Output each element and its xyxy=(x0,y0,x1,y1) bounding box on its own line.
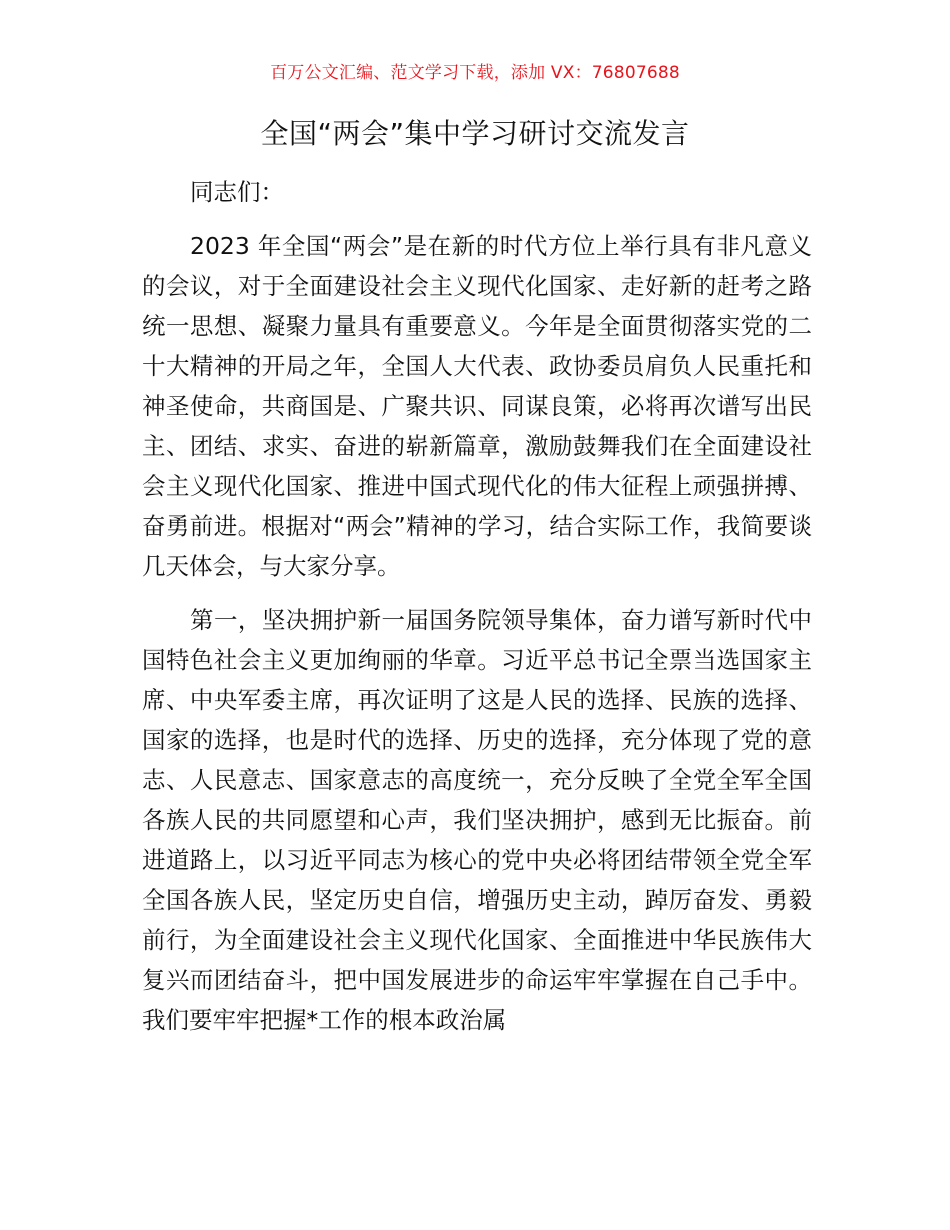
document-title: 全国“两会”集中学习研讨交流发言 xyxy=(260,117,690,150)
salutation: 同志们： xyxy=(190,178,284,206)
paragraph-intro: 2023 年全国“两会”是在新的时代方位上举行具有非凡意义的会议，对于全面建设社会主义现代化国家、走好新的赶考之路统一思想、凝聚力量具有重要意义。今年是全面贯彻落实党的二十大精神的开局之年，全国人大代表、政协委员肩负人民重托和神圣使命，共商国是、广聚共识、同谋良策，必将再次谱写出民主、团结、求实、奋进的崭新篇章，激励鼓舞我们在全面建设社会主义现代化国家、推进中国式现代化的伟大征程上顽强拼搏、奋勇前进。根据对“两会”精神的学习，结合实际工作，我简要谈几天体会，与大家分享。 xyxy=(142,232,812,580)
document-body xyxy=(142,172,812,1040)
header-watermark-note: 百万公文汇编、范文学习下载，添加 VX：76807688 xyxy=(270,63,680,83)
paragraph-first-point: 第一，坚决拥护新一届国务院领导集体，奋力谱写新时代中国特色社会主义更加绚丽的华章。习近平总书记全票当选国家主席、中央军委主席，再次证明了这是人民的选择、民族的选择、国家的选择，也是时代的选择、历史的选择，充分体现了党的意志、人民意志、国家意志的高度统一，充分反映了全党全军全国各族人民的共同愿望和心声，我们坚决拥护，感到无比振奋。前进道路上，以习近平同志为核心的党中央必将团结带领全党全军全国各族人民，坚定历史自信，增强历史主动，踔厉奋发、勇毅前行，为全面建设社会主义现代化国家、全面推进中华民族伟大复兴而团结奋斗，把中国发展进步的命运牢牢掌握在自己手中。我们要牢牢把握*工作的根本政治属 xyxy=(142,606,812,1034)
